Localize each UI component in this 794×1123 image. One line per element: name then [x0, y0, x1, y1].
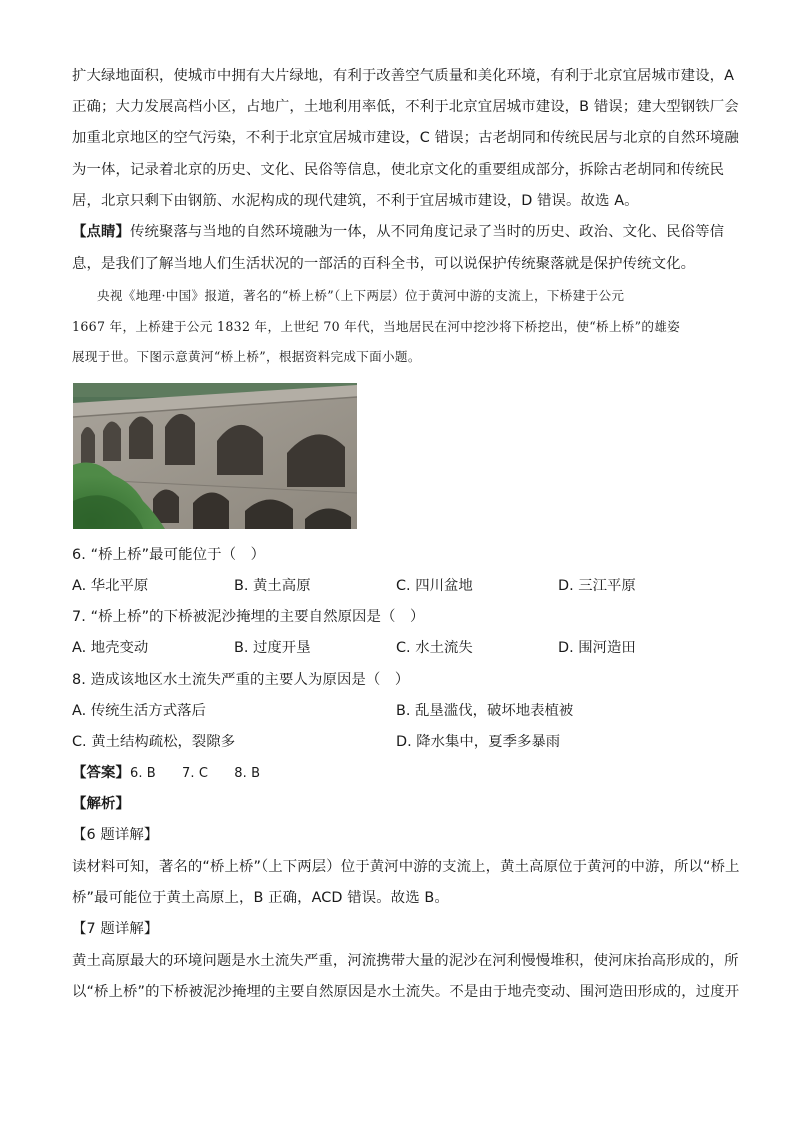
question-7-option-b: B. 过度开垦 [234, 640, 311, 656]
intro-line: 加重北京地区的空气污染，不利于北京宜居城市建设，C 错误；古老胡同和传统民居与北京的自然环境融 [72, 130, 739, 146]
detail-6-heading: 【6 题详解】 [72, 827, 159, 843]
answer-tag: 【答案】 [72, 765, 130, 781]
question-7-stem: 7. “桥上桥”的下桥被泥沙掩埋的主要自然原因是（ ） [72, 609, 425, 625]
intro-line: 正确；大力发展高档小区，占地广，土地利用率低，不利于北京宜居城市建设，B 错误；建大型钢铁厂会 [72, 99, 739, 115]
intro-line: 扩大绿地面积，使城市中拥有大片绿地，有利于改善空气质量和美化环境，有利于北京宜居城市建设，A [72, 68, 735, 84]
question-7-option-c: C. 水土流失 [396, 640, 473, 656]
question-6-stem: 6. “桥上桥”最可能位于（ ） [72, 547, 266, 563]
question-8-stem: 8. 造成该地区水土流失严重的主要人为原因是（ ） [72, 672, 410, 688]
answer-line [72, 763, 260, 784]
question-8-option-a: A. 传统生活方式落后 [72, 703, 206, 719]
question-8-option-c: C. 黄土结构疏松，裂隙多 [72, 734, 236, 750]
question-6-option-c: C. 四川盆地 [396, 578, 473, 594]
answer-text: 6. B 7. C 8. B [129, 766, 261, 781]
comment-line [72, 222, 724, 242]
detail-7-line: 以“桥上桥”的下桥被泥沙掩埋的主要自然原因是水土流失。不是由于地壳变动、围河造田形成的，过度开 [72, 984, 740, 1000]
intro-line: 居，北京只剩下由钢筋、水泥构成的现代建筑，不利于宜居城市建设，D 错误。故选 A。 [72, 193, 639, 209]
question-6-option-d: D. 三江平原 [558, 578, 636, 594]
comment-text: 传统聚落与当地的自然环境融为一体，从不同角度记录了当时的历史、政治、文化、民俗等信 [129, 224, 725, 240]
material-line: 央视《地理·中国》报道，著名的“桥上桥”（上下两层）位于黄河中游的支流上，下桥建于公元 [97, 288, 625, 303]
material-line: 展现于世。下图示意黄河“桥上桥”，根据资料完成下面小题。 [72, 349, 421, 364]
question-6-option-b: B. 黄土高原 [234, 578, 311, 594]
comment-line: 息，是我们了解当地人们生活状况的一部活的百科全书，可以说保护传统聚落就是保护传统文化。 [72, 256, 696, 272]
detail-7-line: 黄土高原最大的环境问题是水土流失严重，河流携带大量的泥沙在河利慢慢堆积，使河床抬高形成的，所 [72, 953, 739, 969]
intro-line: 为一体，记录着北京的历史、文化、民俗等信息，使北京文化的重要组成部分，拆除古老胡同和传统民 [72, 162, 725, 178]
question-6-option-a: A. 华北平原 [72, 578, 149, 594]
question-8-option-d: D. 降水集中，夏季多暴雨 [396, 734, 561, 750]
bridge-photo [73, 383, 357, 529]
detail-7-heading: 【7 题详解】 [72, 921, 159, 937]
analysis-heading: 【解析】 [72, 796, 130, 812]
comment-tag: 【点睛】 [72, 224, 130, 240]
question-7-option-a: A. 地壳变动 [72, 640, 149, 656]
detail-6-line: 读材料可知，著名的“桥上桥”（上下两层）位于黄河中游的支流上，黄土高原位于黄河的中游，所以“桥上 [72, 859, 740, 875]
material-line: 1667 年，上桥建于公元 1832 年，上世纪 70 年代，当地居民在河中挖沙将下桥挖出，使“桥上桥”的雄姿 [72, 319, 681, 334]
question-8-option-b: B. 乱垦滥伐，破坏地表植被 [396, 703, 574, 719]
question-7-option-d: D. 围河造田 [558, 640, 636, 656]
detail-6-line: 桥”最可能位于黄土高原上，B 正确，ACD 错误。故选 B。 [72, 890, 449, 906]
